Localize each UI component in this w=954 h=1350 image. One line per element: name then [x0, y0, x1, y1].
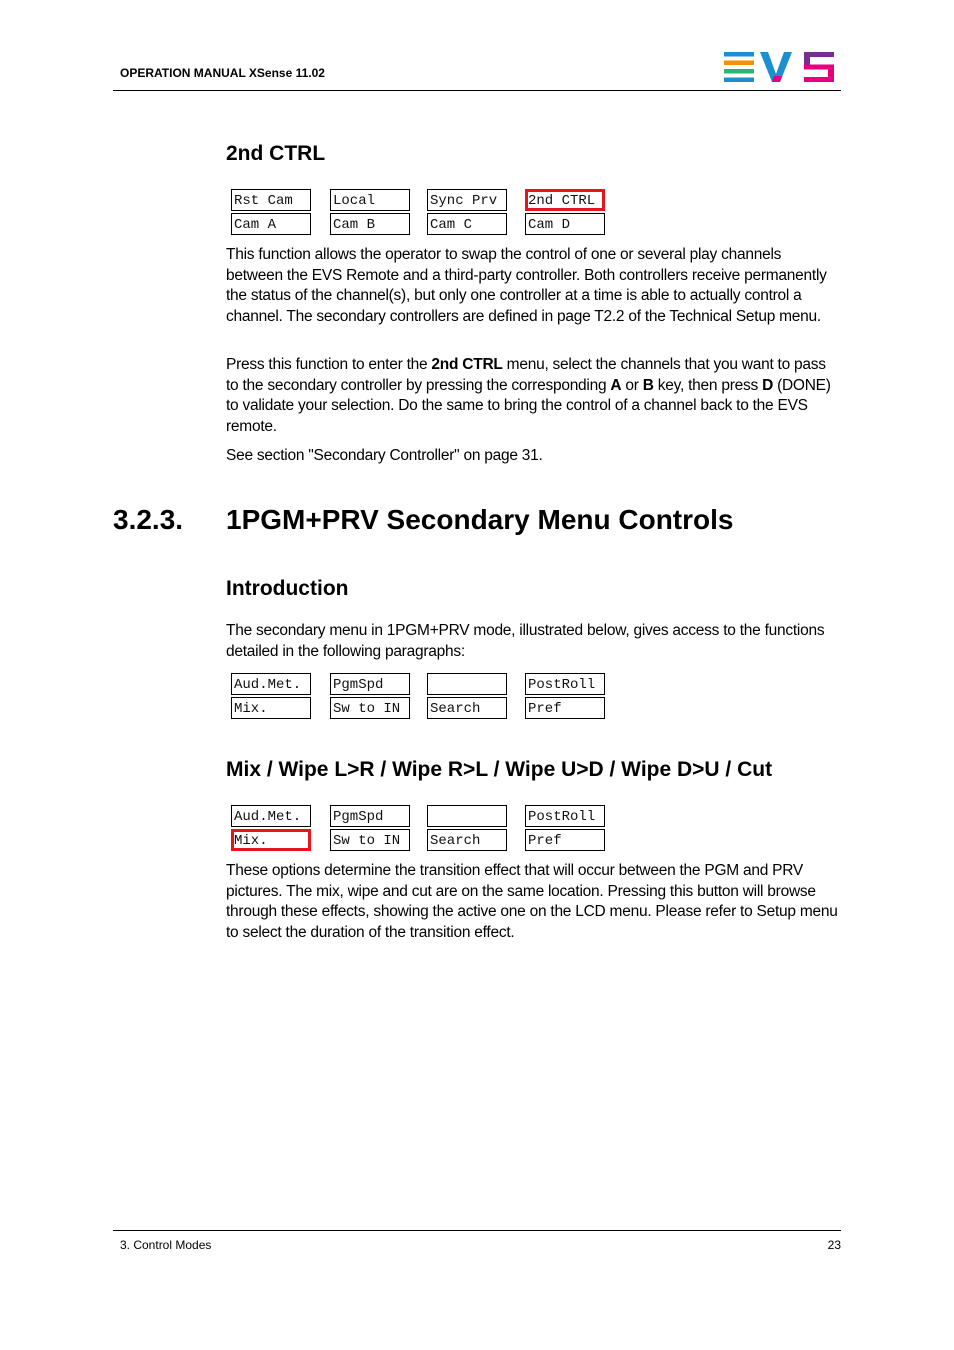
paragraph-2nd-ctrl-usage: Press this function to enter the 2nd CTRL menu, select the channels that you want to pass to the secondary controller by pressing the corresponding A or B key, then press D (DONE) to validate your selection. Do the same to bring the control of a channel back to the EVS remote. [226, 356, 831, 435]
paragraph-2nd-ctrl-description: This function allows the operator to swap the control of one or several play channels between the EVS Remote and a third-party controller. Both controllers receive permanently the status of the channel(s), but only one controller at a time is able to actually control a channel. The secondary controllers are defined in page T2.2 of the Technical Setup menu. [226, 246, 827, 325]
lcd-cell: Local [330, 189, 410, 211]
lcd-cell: Rst Cam [231, 189, 311, 211]
lcd-cell: Pref [525, 697, 605, 719]
lcd-cell-highlighted: Mix. [231, 829, 311, 851]
lcd-cell: PostRoll [525, 805, 605, 827]
paragraph-introduction: The secondary menu in 1PGM+PRV mode, illustrated below, gives access to the functions detailed in the following paragraphs: [226, 622, 825, 660]
heading-mix-wipe-cut: Mix / Wipe L>R / Wipe R>L / Wipe U>D / Wipe D>U / Cut [226, 758, 773, 781]
footer-divider [113, 1230, 841, 1231]
lcd-cell: Search [427, 829, 507, 851]
lcd-cell: PgmSpd [330, 673, 410, 695]
section-heading-3-2-3 [113, 504, 734, 536]
lcd-cell-highlighted: 2nd CTRL [525, 189, 605, 211]
lcd-cell: Cam C [427, 213, 507, 235]
page-number: 23 [827, 1238, 841, 1252]
heading-introduction: Introduction [226, 577, 349, 600]
lcd-menu-mix [231, 805, 611, 855]
heading-2nd-ctrl: 2nd CTRL [226, 142, 326, 165]
lcd-cell: Sw to IN [330, 829, 410, 851]
paragraph-mix-description: These options determine the transition effect that will occur between the PGM and PRV pictures. The mix, wipe and cut are on the same location. Pressing this button will browse through these effects, showing the active one on the LCD menu. Please refer to Setup menu to select the duration of the transition effect. [226, 862, 838, 941]
footer-chapter: 3. Control Modes [120, 1238, 212, 1252]
evs-logo-icon [724, 52, 836, 82]
paragraph-see-section: See section "Secondary Controller" on page 31. [226, 447, 543, 464]
lcd-cell [427, 805, 507, 827]
lcd-cell: PgmSpd [330, 805, 410, 827]
lcd-cell: Pref [525, 829, 605, 851]
section-title: 1PGM+PRV Secondary Menu Controls [226, 504, 734, 535]
header-divider [113, 90, 841, 91]
lcd-cell [427, 673, 507, 695]
lcd-cell: Cam A [231, 213, 311, 235]
lcd-cell: Aud.Met. [231, 673, 311, 695]
lcd-cell: Cam D [525, 213, 605, 235]
lcd-menu-2nd-ctrl [231, 189, 611, 239]
lcd-menu-secondary [231, 673, 611, 723]
lcd-cell: Mix. [231, 697, 311, 719]
section-number: 3.2.3. [113, 504, 184, 535]
lcd-cell: PostRoll [525, 673, 605, 695]
lcd-cell: Sw to IN [330, 697, 410, 719]
lcd-cell: Cam B [330, 213, 410, 235]
lcd-cell: Search [427, 697, 507, 719]
header-title: OPERATION MANUAL XSense 11.02 [120, 66, 325, 80]
lcd-cell: Sync Prv [427, 189, 507, 211]
evs-logo [724, 52, 836, 82]
lcd-cell: Aud.Met. [231, 805, 311, 827]
